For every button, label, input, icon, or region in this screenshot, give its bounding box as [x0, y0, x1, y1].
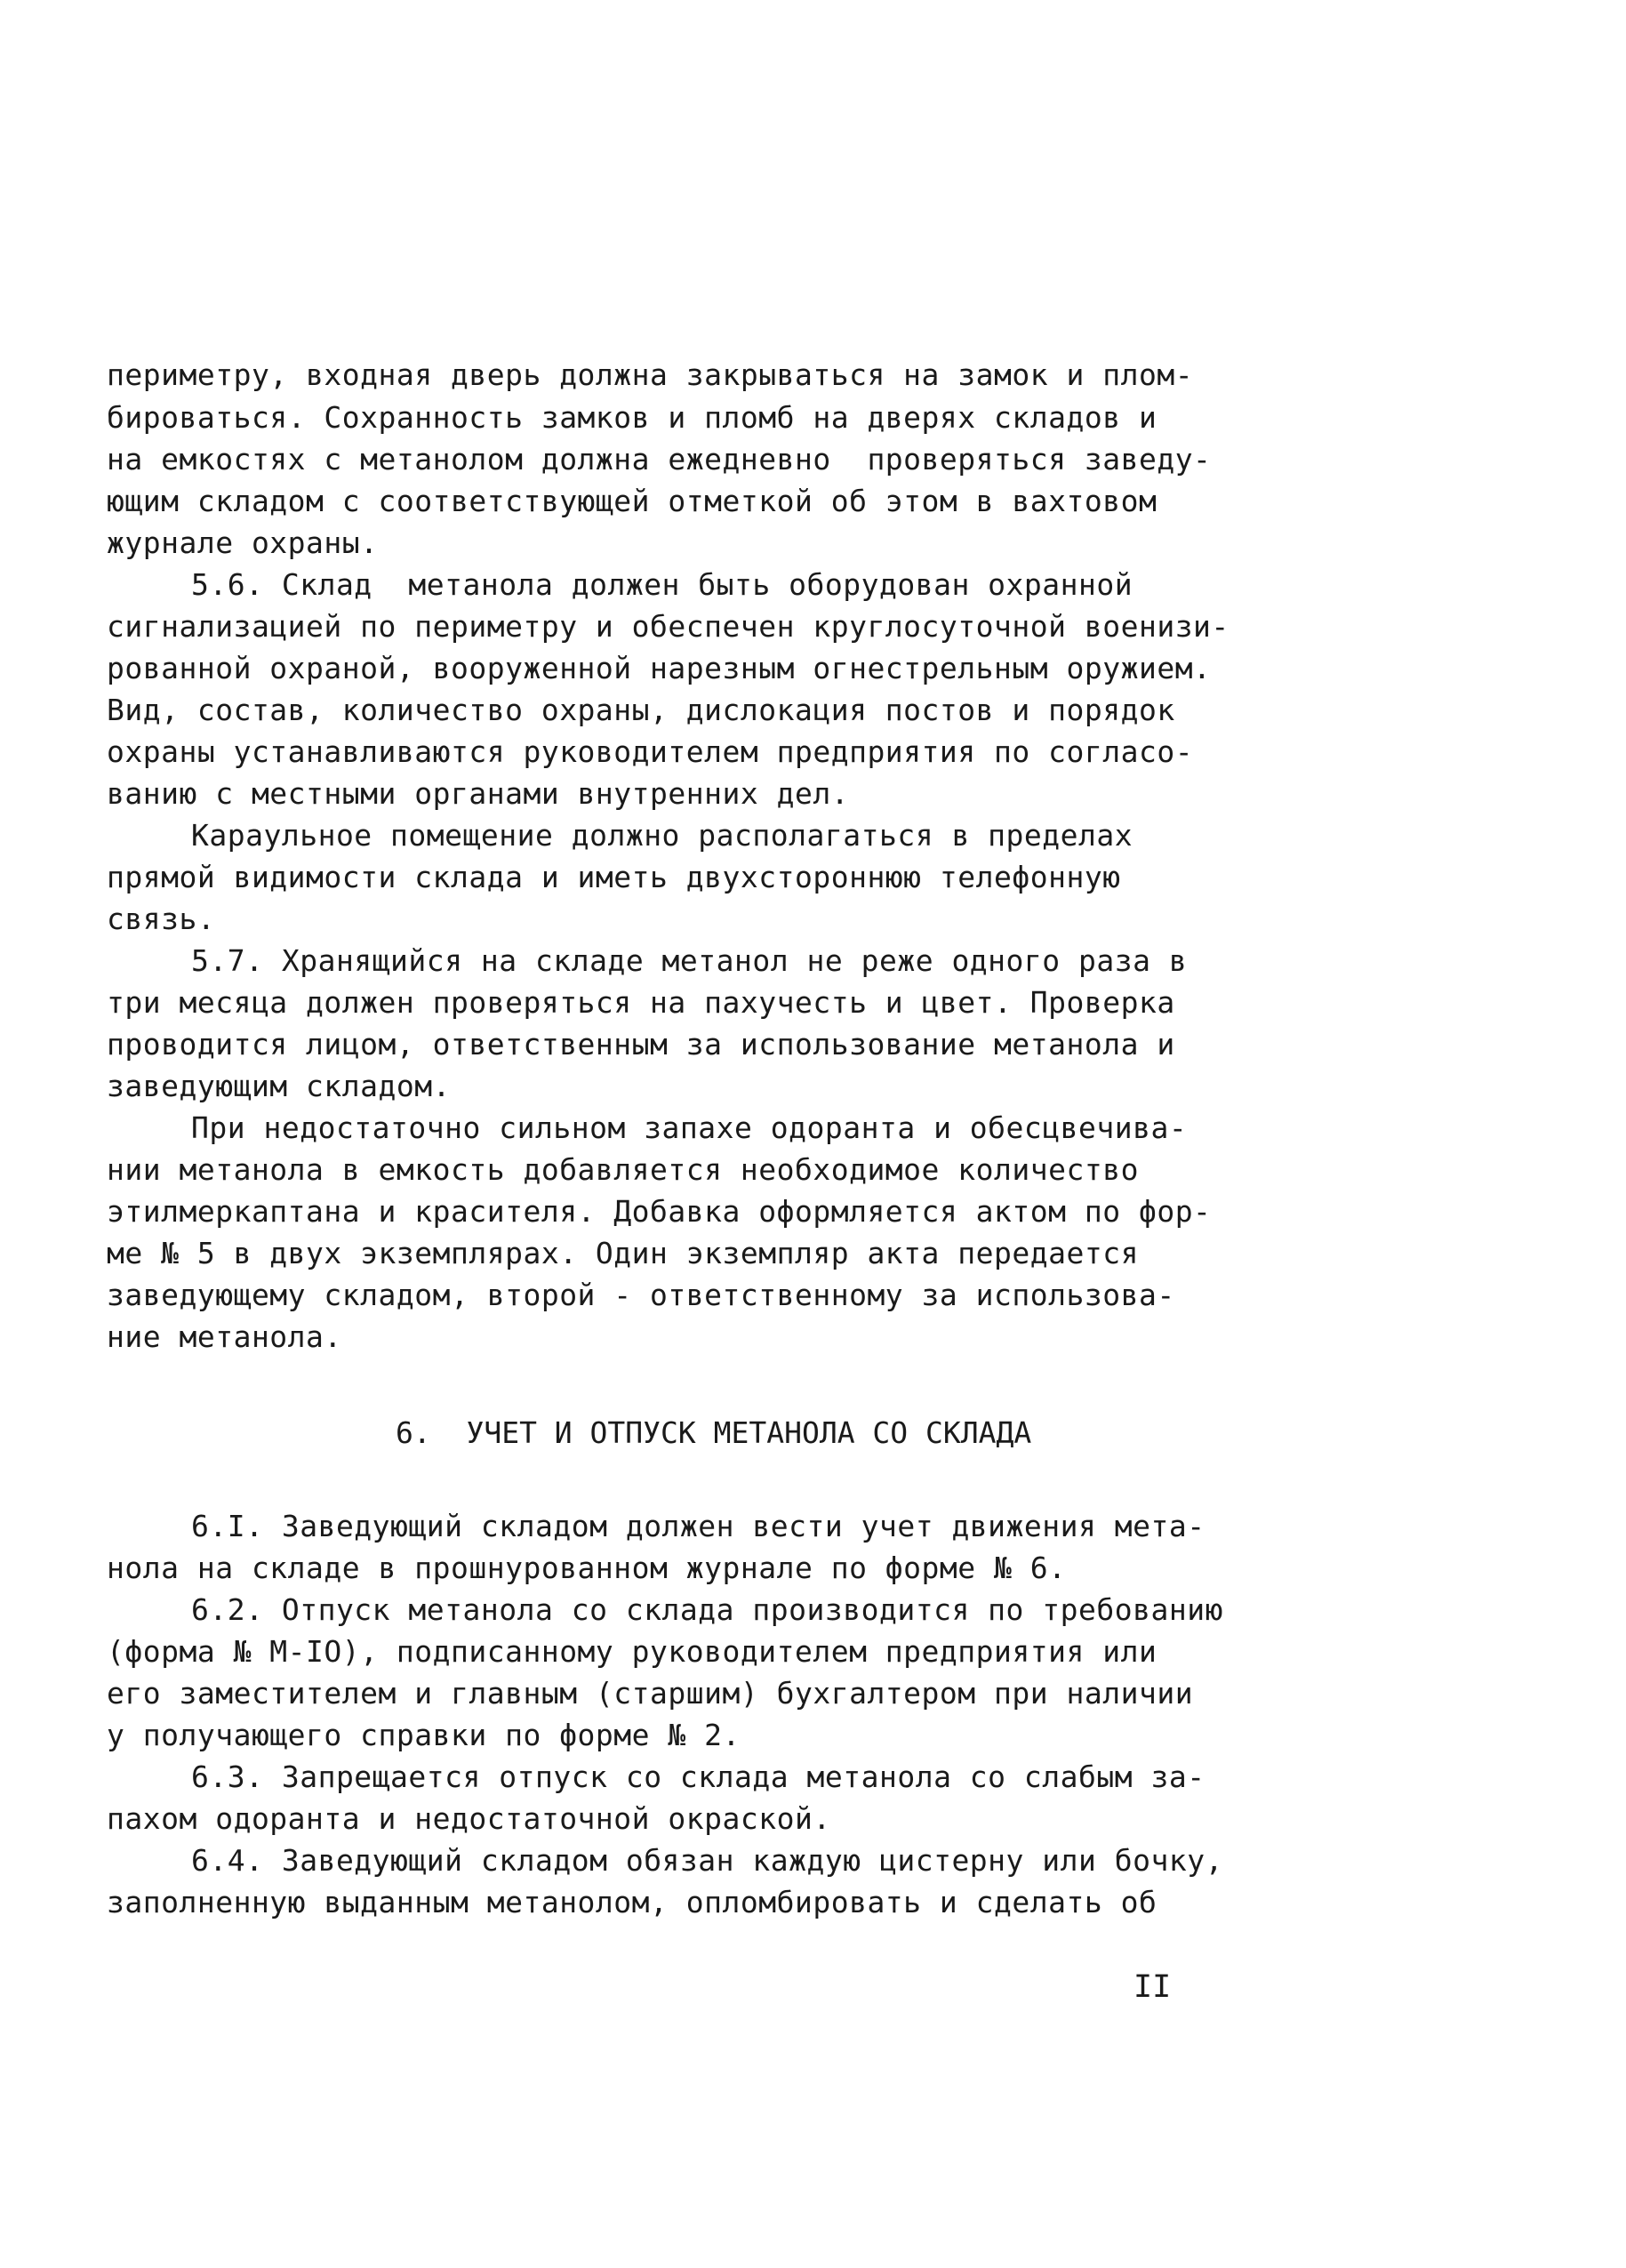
- text-line: нии метанола в емкость добавляется необходимое количество: [107, 1152, 1139, 1187]
- text-line: журнале охраны.: [107, 525, 379, 560]
- text-line: у получающего справки по форме № 2.: [107, 1718, 741, 1752]
- text-line: ванию с местными органами внутренних дел.: [107, 776, 850, 811]
- paragraph-5-6-first-line: 5.6. Склад метанола должен быть оборудован охранной: [191, 567, 1133, 602]
- text-line: три месяца должен проверяться на пахучесть и цвет. Проверка: [107, 985, 1175, 1020]
- page-number: II: [1133, 1969, 1172, 2005]
- text-line: охраны устанавливаются руководителем предприятия по согласо-: [107, 734, 1194, 769]
- paragraph-6-2-first-line: 6.2. Отпуск метанола со склада производится по требованию: [191, 1592, 1223, 1627]
- text-line: заведующему складом, второй - ответственному за использова-: [107, 1278, 1175, 1312]
- text-line: рованной охраной, вооруженной нарезным огнестрельным оружием.: [107, 651, 1212, 685]
- text-line: периметру, входная дверь должна закрываться на замок и плом-: [107, 357, 1194, 392]
- text-line: ние метанола.: [107, 1319, 342, 1354]
- text-line: ме № 5 в двух экземплярах. Один экземпляр акта передается: [107, 1236, 1139, 1270]
- text-line: проводится лицом, ответственным за использование метанола и: [107, 1027, 1175, 1062]
- text-line: Вид, состав, количество охраны, дислокация постов и порядок: [107, 693, 1175, 727]
- paragraph-6-1-first-line: 6.I. Заведующий складом должен вести учет движения мета-: [191, 1509, 1205, 1543]
- text-line: бироваться. Сохранность замков и пломб на дверях складов и: [107, 400, 1157, 435]
- text-line: пахом одоранта и недостаточной окраской.: [107, 1801, 831, 1836]
- paragraph-6-4-first-line: 6.4. Заведующий складом обязан каждую цистерну или бочку,: [191, 1843, 1223, 1878]
- text-line: прямой видимости склада и иметь двухстороннюю телефонную: [107, 860, 1121, 894]
- text-line: заведующим складом.: [107, 1069, 451, 1103]
- paragraph-5-7-first-line: 5.7. Хранящийся на складе метанол не реже одного раза в: [191, 943, 1188, 978]
- text-line: (форма № М-IO), подписанному руководителем предприятия или: [107, 1634, 1157, 1669]
- text-line: этилмеркаптана и красителя. Добавка оформляется актом по фор-: [107, 1194, 1212, 1229]
- text-line: связь.: [107, 902, 216, 936]
- text-line: на емкостях с метанолом должна ежедневно проверяться заведу-: [107, 442, 1212, 477]
- text-line: ющим складом с соответствующей отметкой об этом в вахтовом: [107, 484, 1157, 518]
- paragraph-6-3-first-line: 6.3. Запрещается отпуск со склада метанола со слабым за-: [191, 1759, 1205, 1794]
- paragraph-guardroom-first-line: Караульное помещение должно располагаться в пределах: [191, 818, 1133, 853]
- section-heading: 6. УЧЕТ И ОТПУСК МЕТАНОЛА СО СКЛАДА: [396, 1415, 1032, 1450]
- text-line: сигнализацией по периметру и обеспечен круглосуточной военизи-: [107, 609, 1230, 644]
- paragraph-odorant-first-line: При недостаточно сильном запахе одоранта и обесцвечива-: [191, 1110, 1188, 1145]
- text-line: нола на складе в прошнурованном журнале по форме № 6.: [107, 1551, 1067, 1585]
- text-line: его заместителем и главным (старшим) бухгалтером при наличии: [107, 1676, 1194, 1711]
- text-line: заполненную выданным метанолом, опломбировать и сделать об: [107, 1885, 1157, 1919]
